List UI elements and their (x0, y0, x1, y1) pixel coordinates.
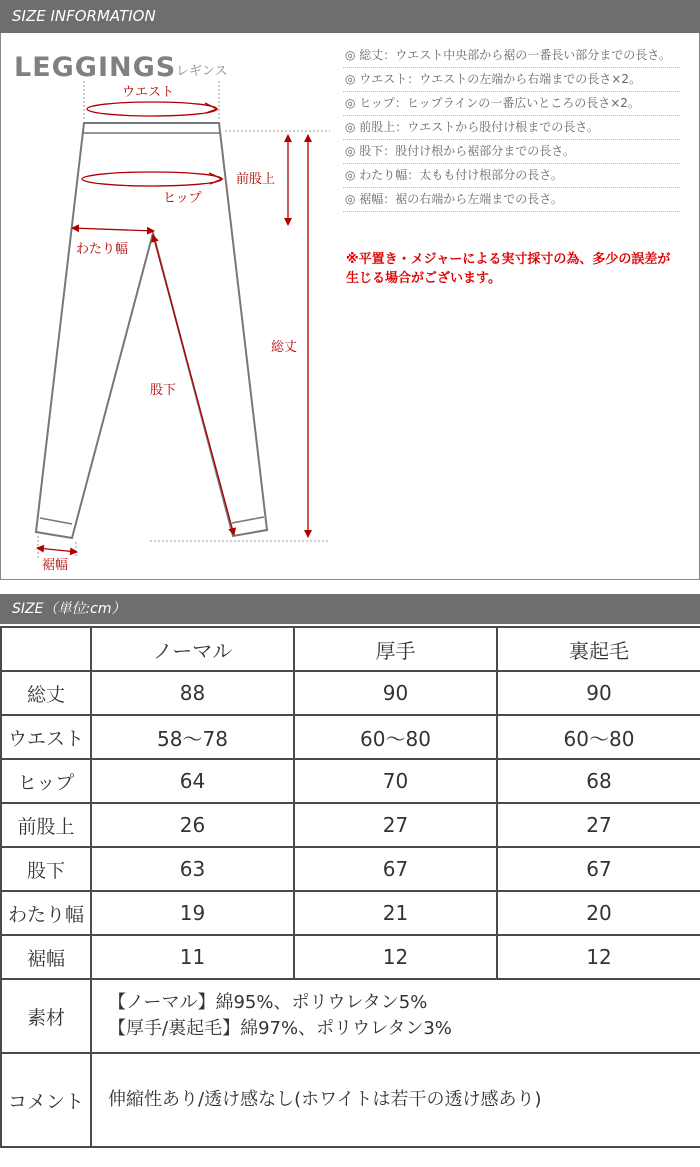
table-row (1, 803, 700, 847)
comment-row (1, 1053, 700, 1147)
row-header: 股下 (1, 847, 91, 891)
row-header: ウエスト (1, 715, 91, 759)
table-cell: 64 (91, 759, 294, 803)
waist-ellipse (87, 102, 217, 116)
leggings-outline (36, 123, 267, 538)
note-item: ◎ 前股上： ウエストから股付け根までの長さ。 (343, 116, 680, 140)
row-header: わたり幅 (1, 891, 91, 935)
label-waist: ウエスト (122, 85, 175, 100)
note-item: ◎ 裾幅： 裾の右端から左端までの長さ。 (343, 188, 680, 212)
thigh-arrow (72, 228, 154, 231)
table-cell: 70 (294, 759, 497, 803)
table-header-row (1, 627, 700, 671)
row-header: 裾幅 (1, 935, 91, 979)
table-cell: 12 (294, 935, 497, 979)
measurement-notes (343, 44, 680, 212)
table-cell: 21 (294, 891, 497, 935)
label-thigh: わたり幅 (76, 242, 129, 257)
row-header: 前股上 (1, 803, 91, 847)
column-header: ノーマル (91, 627, 294, 671)
comment-cell: 伸縮性あり/透け感なし(ホワイトは若干の透け感あり) (91, 1053, 700, 1147)
table-cell: 19 (91, 891, 294, 935)
table-row (1, 715, 700, 759)
hem-arrow (37, 548, 77, 552)
table-cell: 90 (497, 671, 700, 715)
table-corner-cell (1, 627, 91, 671)
table-cell: 20 (497, 891, 700, 935)
table-cell: 60〜80 (497, 715, 700, 759)
note-item: ◎ ウエスト： ウエストの左端から右端までの長さ×2。 (343, 68, 680, 92)
note-item: ◎ ヒップ： ヒップラインの一番広いところの長さ×2。 (343, 92, 680, 116)
table-cell: 27 (497, 803, 700, 847)
table-row (1, 759, 700, 803)
size-information-header: SIZE INFORMATION (0, 0, 700, 33)
label-inseam: 股下 (150, 383, 177, 398)
table-cell: 12 (497, 935, 700, 979)
table-cell: 27 (294, 803, 497, 847)
label-hem: 裾幅 (42, 558, 69, 573)
row-header: コメント (1, 1053, 91, 1147)
label-front-rise: 前股上 (236, 172, 276, 187)
row-header: ヒップ (1, 759, 91, 803)
product-subtitle: レギンス (176, 64, 228, 79)
table-cell: 68 (497, 759, 700, 803)
material-line: 【ノーマル】綿95%、ポリウレタン5% (108, 992, 428, 1013)
size-section-header: SIZE（単位:cm） (0, 594, 700, 624)
note-item: ◎ 総丈： ウエスト中央部から裾の一番長い部分までの長さ。 (343, 44, 680, 68)
leggings-diagram (0, 33, 340, 579)
hip-ellipse (82, 172, 222, 186)
table-row (1, 935, 700, 979)
note-item: ◎ わたり幅： 太もも付け根部分の長さ。 (343, 164, 680, 188)
measurement-warning: ※平置き・メジャーによる実寸採寸の為、多少の誤差が生じる場合がございます。 (346, 252, 671, 286)
table-cell: 88 (91, 671, 294, 715)
row-header: 素材 (1, 979, 91, 1053)
table-row (1, 891, 700, 935)
label-total-length: 総丈 (271, 340, 298, 355)
size-table (0, 626, 700, 1148)
table-cell: 11 (91, 935, 294, 979)
table-cell: 67 (497, 847, 700, 891)
table-cell: 63 (91, 847, 294, 891)
table-cell: 58〜78 (91, 715, 294, 759)
column-header: 厚手 (294, 627, 497, 671)
material-line: 【厚手/裏起毛】綿97%、ポリウレタン3% (108, 1018, 452, 1039)
note-item: ◎ 股下： 股付け根から裾部分までの長さ。 (343, 140, 680, 164)
table-cell: 26 (91, 803, 294, 847)
row-header: 総丈 (1, 671, 91, 715)
table-row (1, 671, 700, 715)
product-title: LEGGINGS (14, 52, 177, 83)
table-cell: 90 (294, 671, 497, 715)
column-header: 裏起毛 (497, 627, 700, 671)
table-row (1, 847, 700, 891)
table-cell: 60〜80 (294, 715, 497, 759)
material-row (1, 979, 700, 1053)
table-cell: 67 (294, 847, 497, 891)
material-cell (91, 979, 700, 1053)
label-hip: ヒップ (163, 191, 202, 206)
